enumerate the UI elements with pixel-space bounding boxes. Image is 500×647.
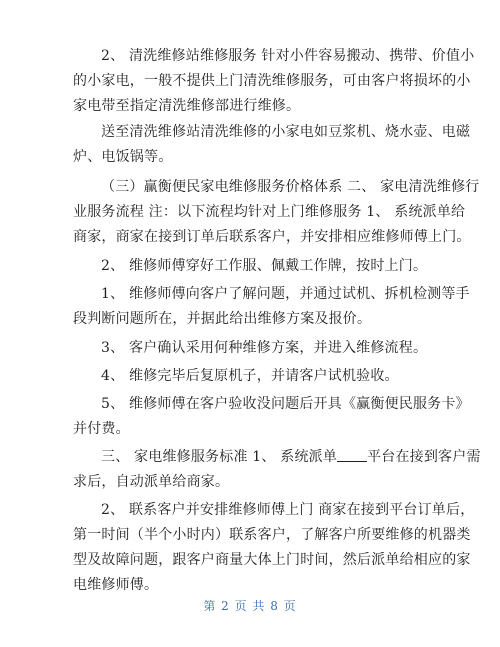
paragraph-line: 的小家电，一般不提供上门清洗维修服务，可由客户将损坏的小 — [73, 73, 471, 89]
paragraph-line: 商家，商家在接到订单后联系客户，并安排相应维修师傅上门。 — [73, 229, 471, 245]
paragraph-line: 4、 维修完毕后复原机子，并请客户试机验收。 — [101, 368, 399, 384]
paragraph-line: 2、 联系客户并安排维修师傅上门 商家在接到平台订单后， — [101, 502, 475, 518]
paragraph-line: 2、 维修师傅穿好工作服、佩戴工作牌，按时上门。 — [101, 258, 428, 274]
paragraph-line: 并付费。 — [73, 421, 130, 437]
line-text: 平台在接到客户需 — [367, 449, 481, 465]
paragraph-line: 业服务流程 注：以下流程均针对上门维修服务 1、 系统派单给 — [73, 204, 466, 220]
paragraph-line: 炉、电饭锅等。 — [73, 149, 173, 165]
paragraph-line: 求后，自动派单给商家。 — [73, 474, 230, 490]
paragraph-line: （三）赢衡便民家电维修服务价格体系 二、 家电清洗维修行 — [101, 179, 480, 195]
paragraph-line: 段判断问题所在，并据此给出维修方案及报价。 — [73, 311, 372, 327]
paragraph-line: 型及故障问题，跟客户商量大体上门时间，然后派单给相应的家 — [73, 552, 471, 568]
underline-blank — [337, 449, 367, 462]
paragraph-line: 家电带至指定清洗维修部进行维修。 — [73, 98, 301, 114]
paragraph-line: 第一时间（半个小时内）联系客户，了解客户所要维修的机器类 — [73, 527, 471, 543]
paragraph-line: 5、 维修师傅在客户验收没问题后开具《赢衡便民服务卡》 — [101, 396, 470, 412]
paragraph-line: 3、 客户确认采用何种维修方案，并进入维修流程。 — [101, 340, 428, 356]
paragraph-line: 2、 清洗维修站维修服务 针对小件容易搬动、携带、价值小 — [101, 48, 475, 64]
paragraph-line: 1、 维修师傅向客户了解问题，并通过试机、拆机检测等手 — [101, 286, 470, 302]
paragraph-line: 电维修师傅。 — [73, 577, 159, 593]
line-text: 三、 家电维修服务标准 1、 系统派单 — [101, 449, 338, 465]
page-footer: 第 2 页 共 8 页 — [203, 599, 297, 613]
paragraph-line: 送至清洗维修站清洗维修的小家电如豆浆机、烧水壶、电磁 — [101, 124, 471, 140]
paragraph-line — [101, 449, 481, 465]
